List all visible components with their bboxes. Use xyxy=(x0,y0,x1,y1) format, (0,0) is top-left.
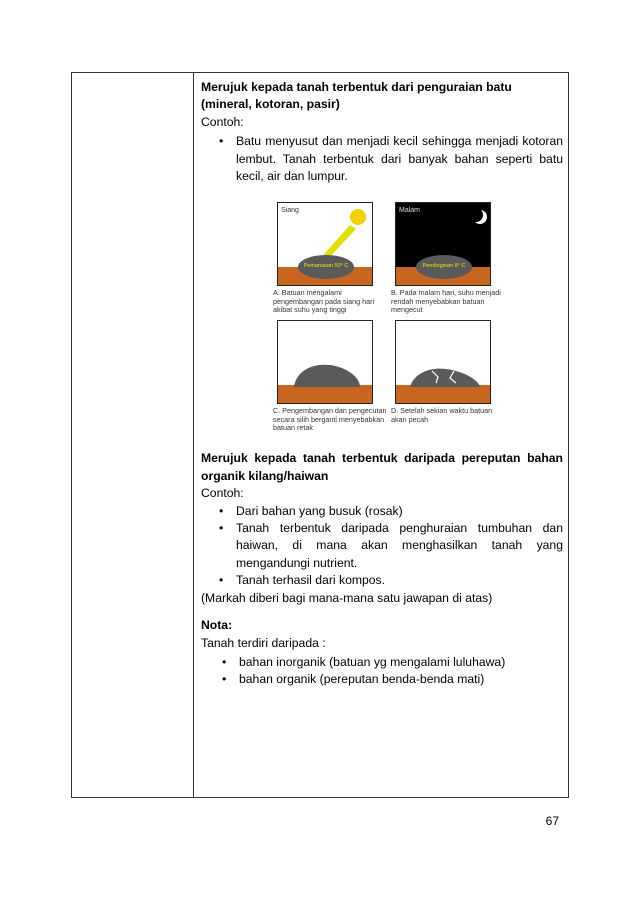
bullet-icon: • xyxy=(219,521,224,536)
panel-a xyxy=(277,202,373,286)
panel-c xyxy=(277,320,373,404)
caption-a: A. Batuan mengalami pengembangan pada siang hari akibat suhu yang tinggi xyxy=(273,288,375,314)
svg-text:Malam: Malam xyxy=(399,207,421,215)
nota-heading: Nota: xyxy=(201,618,233,633)
bullet-icon: • xyxy=(219,134,224,149)
list-item: • bahan inorganik (batuan yg mengalami luluhawa) xyxy=(201,654,563,671)
panel-c-drawing xyxy=(278,321,373,404)
bullet-icon: • xyxy=(219,503,224,518)
bullet-icon: • xyxy=(219,573,224,588)
section1-list xyxy=(201,133,563,185)
sun-icon xyxy=(350,209,366,225)
weathering-figure xyxy=(267,202,501,442)
caption-d: D. Setelah sekian waktu batuan akan pecah xyxy=(391,406,493,424)
list-item: • Batu menyusut dan menjadi kecil sehingga menjadi kotoran lembut. Tanah terbentuk dari banyak bahan seperti batu kecil, air dan lumpur. xyxy=(219,134,563,184)
list-item: • Tanah terhasil dari kompos. xyxy=(201,572,563,589)
panel-d-drawing xyxy=(396,321,491,404)
page-number: 67 xyxy=(545,814,559,828)
list-item: • Dari bahan yang busuk (rosak) xyxy=(201,503,563,520)
svg-text:Pemanasan 50° C: Pemanasan 50° C xyxy=(303,263,349,270)
list-item: • Tanah terbentuk daripada penghuraian tumbuhan dan haiwan, di mana akan menghasilkan tanah yang mengandungi nutrient. xyxy=(219,521,563,570)
section2-list xyxy=(201,503,563,590)
nota-intro: Tanah terdiri daripada : xyxy=(201,635,326,650)
svg-text:Siang: Siang xyxy=(281,207,299,215)
section1-heading: Merujuk kepada tanah terbentuk dari penguraian batu (mineral, kotoran, pasir) xyxy=(201,80,512,112)
caption-b: B. Pada malam hari, suhu menjadi rendah menyebabkan batuan mengecut xyxy=(391,288,501,314)
panel-b-drawing xyxy=(396,203,491,286)
answer-cell xyxy=(201,79,563,689)
panel-d xyxy=(395,320,491,404)
section1-example-label: Contoh: xyxy=(201,114,244,129)
marking-note: (Markah diberi bagi mana-mana satu jawapan di atas) xyxy=(201,590,493,605)
answer-table xyxy=(71,72,569,798)
panel-b xyxy=(395,202,491,286)
svg-text:Pendinginan 8° C: Pendinginan 8° C xyxy=(422,263,466,270)
nota-list xyxy=(201,654,563,689)
section2-heading: Merujuk kepada tanah terbentuk daripada pereputan bahan organik kilang/haiwan xyxy=(201,451,563,483)
panel-a-drawing xyxy=(278,203,373,286)
bullet-icon: • xyxy=(222,672,227,687)
caption-c: C. Pengembangan dan pengecutan secara silih berganti menyebabkan batuan retak xyxy=(273,406,387,432)
section2-example-label: Contoh: xyxy=(201,486,244,501)
list-item: • bahan organik (pereputan benda-benda mati) xyxy=(201,671,563,688)
column-divider xyxy=(193,73,194,797)
bullet-icon: • xyxy=(222,654,227,669)
